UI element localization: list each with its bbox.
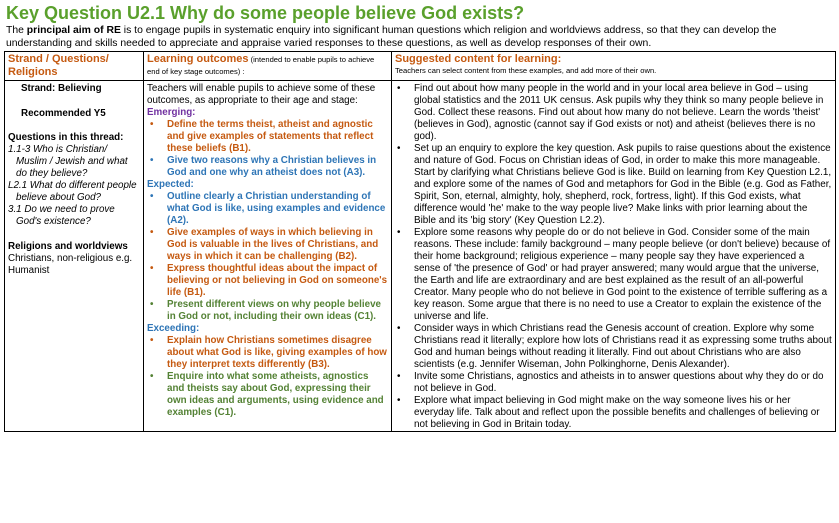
outcome-item: • Present different views on why people believe in God or not, including their own ideas (C1). (150, 299, 381, 323)
question-item: 1.1-3 Who is Christian/ Muslim / Jewish and what do they believe? (8, 144, 128, 180)
intro-paragraph (4, 25, 835, 50)
bullet-icon: • (397, 143, 401, 155)
emerging-list (147, 119, 388, 179)
outcomes-intro: Teachers will enable pupils to achieve some of these outcomes, as appropriate to their age and stage: (147, 83, 376, 107)
exceeding-label: Exceeding: (147, 323, 200, 335)
expected-list (147, 191, 388, 323)
document-page (4, 2, 835, 432)
outcome-item: • Define the terms theist, atheist and agnostic and give examples of statements that reflect these beliefs (B1). (150, 119, 374, 155)
emerging-label: Emerging: (147, 107, 196, 119)
content-item: • Explore some reasons why people do or do not believe in God. Consider some of the main reasons. These include: family background – many people believe (or don't believe) because of their home background; religious experience – many people say they have experienced a sense of 'the presence of God' or had prayer answered; many would argue that the universe, the Earth and life are extraordinary and are best explained as the result of an all-powerful Creator. Many people who do not believe in God point to the existence of terrible suffering as a key reason. Some argue that there is no need to use a Creator to explain the existence of the universe and life. (397, 227, 831, 323)
header-col2-title: Learning outcomes (147, 53, 249, 66)
outcome-item: • Give examples of ways in which believing in God is valuable in the lives of Christians, and ways in which it can be challenging (B2). (150, 227, 379, 263)
bullet-icon: • (150, 227, 154, 239)
intro-rest: is to engage pupils in systematic enquiry into significant human questions which religion and worldviews address, so that they can develop the understanding and skills needed to appreciate and appraise varied responses to these questions, as well as develop responses of their own. (6, 25, 777, 49)
suggested-content-list (395, 83, 832, 431)
recommended-year: Recommended Y5 (21, 108, 106, 120)
religions-heading: Religions and worldviews (8, 241, 128, 253)
header-col2-note: (intended to enable pupils to achieve end of key stage outcomes) : (147, 55, 375, 77)
content-item: • Explore what impact believing in God might make on the way someone lives his or her everyday life. Talk about and reflect upon the possible benefits and challenges of believing or not believing in God in Britain today. (397, 395, 820, 431)
content-item: • Set up an enquiry to explore the key question. Ask pupils to raise questions about the existence and nature of God. Focus on Christian ideas of God, in order to make this more manageable. Start by clarifying what Christians believe God is like. Build on learning from Key Question L2.1, and explore some of the names of God and metaphors for God in the Bible (e.g. God as Father, Spirit, Son, eternal, almighty, holy, shepherd, rock, fortress, light). If this God exists, what difference would 'he' make to the way people live? Make links with prior learning about the Bible and its 'big story' (Key Question L2.2). (397, 143, 832, 227)
strand-label: Strand: Believing (21, 83, 102, 95)
outcome-item: • Explain how Christians sometimes disagree about what God is like, giving examples of how they interpret texts differently (B3). (150, 335, 387, 371)
bullet-icon: • (150, 119, 154, 131)
bullet-icon: • (150, 155, 154, 167)
bullet-icon: • (397, 83, 401, 95)
page-title: Key Question U2.1 Why do some people believe God exists? (6, 3, 525, 23)
outcome-item: • Enquire into what some atheists, agnostics and theists say about God, expressing their own ideas and arguments, using evidence and examples (C1). (150, 371, 384, 419)
bullet-icon: • (397, 227, 401, 239)
bullet-icon: • (150, 335, 154, 347)
outcomes-column (144, 81, 392, 432)
bullet-icon: • (397, 323, 401, 335)
header-col3-note: Teachers can select content from these examples, and add more of their own. (395, 65, 657, 75)
bullet-icon: • (397, 395, 401, 407)
intro-bold: principal aim of RE (26, 25, 121, 36)
header-col3 (392, 52, 836, 81)
exceeding-list (147, 335, 388, 419)
question-item: L2.1 What do different people believe about God? (8, 180, 137, 204)
outcome-item: • Give two reasons why a Christian believes in God and one why an atheist does not (A3). (150, 155, 377, 179)
outcome-item: • Outline clearly a Christian understanding of what God is like, using examples and evidence (A2). (150, 191, 386, 227)
questions-heading: Questions in this thread: (8, 132, 124, 144)
bullet-icon: • (150, 263, 154, 275)
body-row (5, 81, 836, 432)
header-row (5, 52, 836, 81)
religions-text: Christians, non-religious e.g. Humanist (8, 253, 133, 277)
content-item: • Invite some Christians, agnostics and atheists in to answer questions about why they do or do not believe in God. (397, 371, 824, 395)
intro-prefix: The (6, 25, 27, 36)
bullet-icon: • (150, 371, 154, 383)
bullet-icon: • (150, 191, 154, 203)
strand-column (5, 81, 144, 432)
content-item: • Consider ways in which Christians read the Genesis account of creation. Explore why some Christians read it literally; explore how lots of Christians read it as expressing some truths about God and human beings without reading it literally. Find out about Christians who are also scientists (e.g. Jennifer Wiseman, John Polkinghorne, Denis Alexander). (397, 323, 832, 371)
header-col1-title: Strand / Questions/ Religions (8, 53, 109, 78)
outcome-item: • Express thoughtful ideas about the impact of believing or not believing in God on someone's life (B1). (150, 263, 388, 299)
question-item: 3.1 Do we need to prove God's existence? (8, 204, 115, 228)
header-col3-title: Suggested content for learning: (395, 53, 562, 66)
content-item: • Find out about how many people in the world and in your local area believe in God – using global statistics and the 2011 UK census. Ask pupils why they think so many people believe in God. Collect these reasons. Find out about how many do not believe. Learn the words 'theist' (believes in God), agnostic (cannot say if God exists or not) and atheist (believes there is no god). (397, 83, 824, 143)
content-column (392, 81, 836, 432)
bullet-icon: • (150, 299, 154, 311)
header-col2 (144, 52, 392, 81)
bullet-icon: • (397, 371, 401, 383)
header-col1 (5, 52, 144, 81)
expected-label: Expected: (147, 179, 194, 191)
content-table (4, 51, 836, 432)
